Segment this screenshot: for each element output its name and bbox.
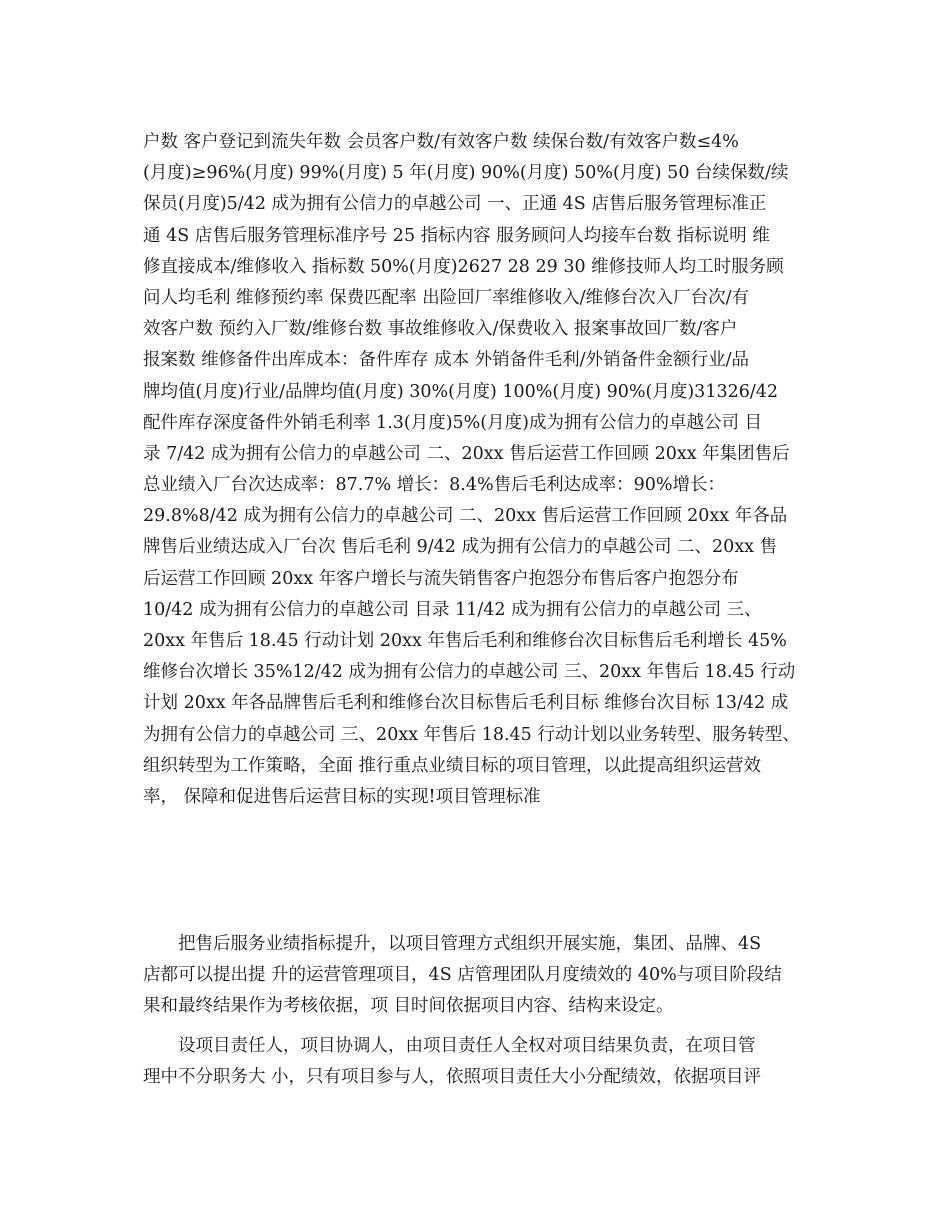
text-line: 20xx 年售后 18.45 行动计划 20xx 年售后毛利和维修台次目标售后毛利增长 45% xyxy=(143,631,787,651)
paragraph-3 xyxy=(143,1031,823,1093)
text-line: 为拥有公信力的卓越公司 三、20xx 年售后 18.45 行动计划以业务转型、服务转型、 xyxy=(143,724,800,745)
paragraph-2 xyxy=(143,929,823,1023)
text-line: 总业绩入厂台次达成率：87.7% 增长：8.4%售后毛利达成率：90%增长： xyxy=(143,475,726,496)
text-line: 率， 保障和促进售后运营目标的实现!项目管理标准 xyxy=(143,786,541,807)
text-line: 牌售后业绩达成入厂台次 售后毛利 9/42 成为拥有公信力的卓越公司 二、20xx 售 xyxy=(143,537,778,558)
text-line: 果和最终结果作为考核依据，项 目时间依据项目内容、结构来设定。 xyxy=(143,996,674,1017)
text-line: 设项目责任人，项目协调人，由项目责任人全权对项目结果负责，在项目管 xyxy=(178,1036,756,1056)
text-line: 户数 客户登记到流失年数 会员客户数/有效客户数 续保台数/有效客户数≤4% xyxy=(143,132,739,152)
text-line: 修直接成本/维修收入 指标数 50%(月度)2627 28 29 30 维修技师人均工时服务顾 xyxy=(143,256,784,277)
text-line: 配件库存深度备件外销毛利率 1.3(月度)5%(月度)成为拥有公信力的卓越公司 目 xyxy=(143,412,763,433)
text-line: 维修台次增长 35%12/42 成为拥有公信力的卓越公司 三、20xx 年售后 18.45 行动 xyxy=(143,662,796,683)
text-line: 保员(月度)5/42 成为拥有公信力的卓越公司 一、正通 4S 店售后服务管理标准正 xyxy=(143,194,767,215)
text-line: 店都可以提出提 升的运营管理项目，4S 店管理团队月度绩效的 40%与项目阶段结 xyxy=(143,965,782,986)
text-line: 把售后服务业绩指标提升，以项目管理方式组织开展实施，集团、品牌、4S xyxy=(178,934,762,954)
text-line: 理中不分职务大 小，只有项目参与人，依照项目责任大小分配绩效，依据项目评 xyxy=(143,1067,762,1088)
text-line: 10/42 成为拥有公信力的卓越公司 目录 11/42 成为拥有公信力的卓越公司 三、 xyxy=(143,599,762,620)
text-line: 29.8%8/42 成为拥有公信力的卓越公司 二、20xx 售后运营工作回顾 20xx 年各品 xyxy=(143,506,788,527)
text-line: 效客户数 预约入厂数/维修台数 事故维修收入/保费收入 报案事故回厂数/客户 xyxy=(143,319,738,340)
text-line: (月度)≥96%(月度) 99%(月度) 5 年(月度) 90%(月度) 50%(月度) 50 台续保数/续 xyxy=(143,163,789,184)
text-line: 后运营工作回顾 20xx 年客户增长与流失销售客户抱怨分布售后客户抱怨分布 xyxy=(143,568,739,589)
paragraph-1 xyxy=(143,127,823,813)
text-line: 组织转型为工作策略，全面 推行重点业绩目标的项目管理，以此提高组织运营效 xyxy=(143,755,762,776)
text-line: 问人均毛利 维修预约率 保费匹配率 出险回厂率维修收入/维修台次入厂台次/有 xyxy=(143,287,749,308)
text-line: 报案数 维修备件出库成本：备件库存 成本 外销备件毛利/外销备件金额行业/品 xyxy=(143,350,749,371)
text-line: 通 4S 店售后服务管理标准序号 25 指标内容 服务顾问人均接车台数 指标说明 维 xyxy=(143,225,770,246)
text-line: 录 7/42 成为拥有公信力的卓越公司 二、20xx 售后运营工作回顾 20xx 年集团售后 xyxy=(143,443,790,464)
text-line: 计划 20xx 年各品牌售后毛利和维修台次目标售后毛利目标 维修台次目标 13/42 成 xyxy=(143,693,789,714)
text-line: 牌均值(月度)行业/品牌均值(月度) 30%(月度) 100%(月度) 90%(月度)31326/42 xyxy=(143,381,779,402)
